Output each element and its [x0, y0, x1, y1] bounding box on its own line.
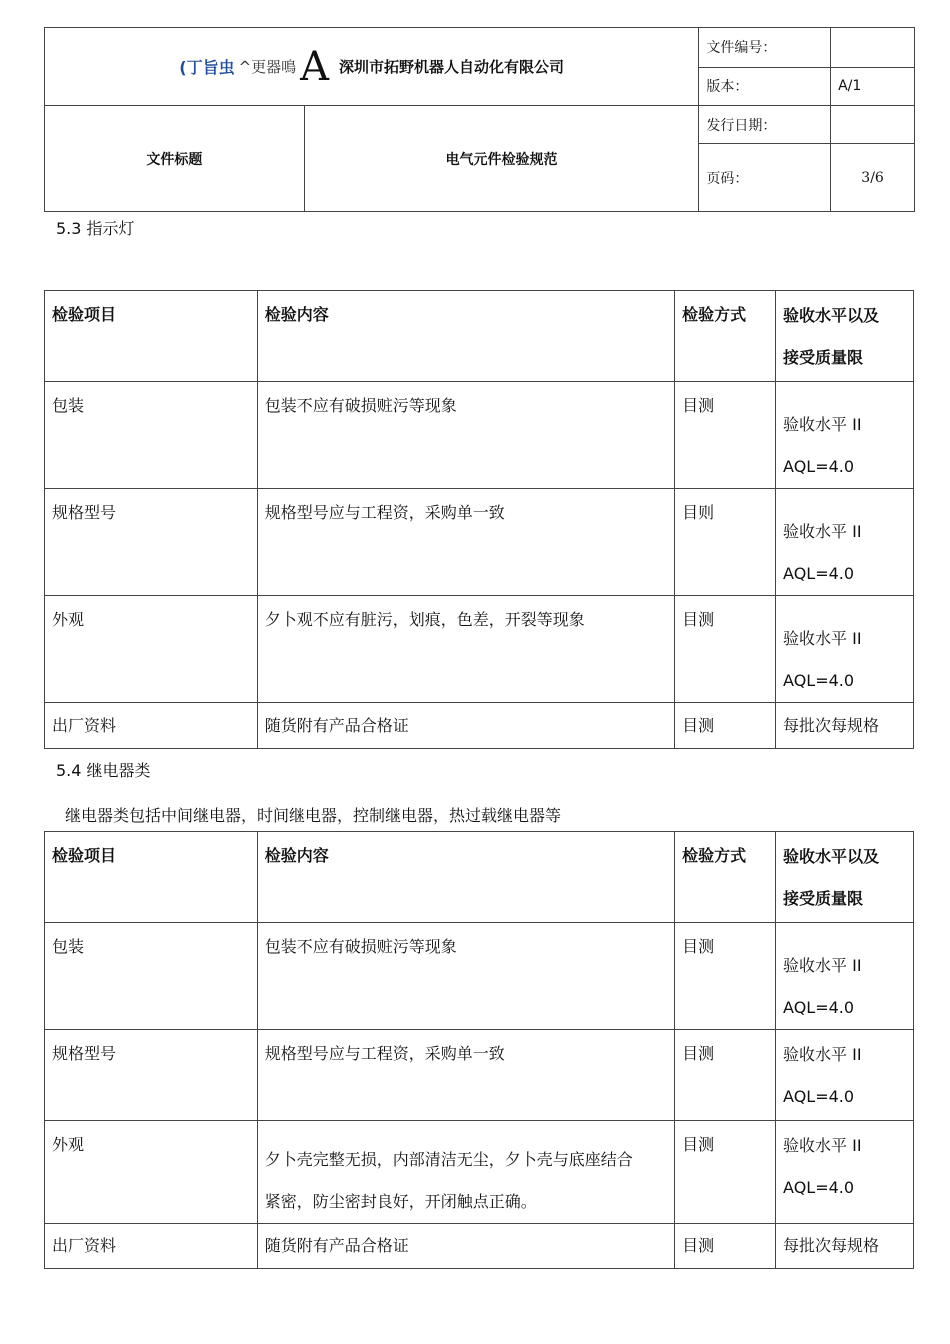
issue-date-label: 发行日期： [699, 106, 831, 144]
cell-method: 目测 [675, 1121, 776, 1224]
aql-value: AQL=4.0 [783, 671, 855, 690]
col-header-aql-line2: 接受质量限 [783, 889, 864, 908]
cell-method: 目测 [675, 1030, 776, 1121]
aql-value: AQL=4.0 [783, 1087, 855, 1106]
cell-item: 规格型号 [45, 489, 258, 596]
col-header-aql-line1: 验收水平以及 [783, 847, 880, 866]
table-row [45, 923, 914, 1030]
cell-content-line1: 夕卜壳完整无损，内部清洁无尘，夕卜壳与底座结合 [264, 1150, 633, 1169]
cell-content: 规格型号应与工程资，采购单一致 [257, 489, 674, 596]
cell-item: 外观 [45, 596, 258, 703]
col-header-aql-line2: 接受质量限 [783, 348, 864, 367]
cell-aql [776, 489, 914, 596]
version-value: A/1 [831, 67, 915, 106]
aql-level: 验收水平 II [783, 956, 862, 975]
cell-content-line2: 紧密，防尘密封良好，开闭触点正确。 [264, 1192, 537, 1211]
cell-content: 包装不应有破损赃污等现象 [257, 382, 674, 489]
aql-value: AQL=4.0 [783, 457, 855, 476]
cell-method: 目测 [675, 923, 776, 1030]
col-header-aql [776, 832, 914, 923]
cell-method: 目测 [675, 596, 776, 703]
cell-method: 目则 [675, 489, 776, 596]
col-header-content: 检验内容 [257, 291, 674, 382]
cell-content: 随货附有产品合格证 [257, 1224, 674, 1269]
page-label: 页码： [699, 144, 831, 212]
cell-item: 包装 [45, 382, 258, 489]
cell-item: 出厂资料 [45, 703, 258, 749]
aql-level: 验收水平 II [783, 1045, 862, 1064]
document-header [44, 27, 915, 212]
cell-content: 包装不应有破损赃污等现象 [257, 923, 674, 1030]
section-note-relay: 继电器类包括中间继电器，时间继电器，控制继电器，热过载继电器等 [65, 806, 562, 825]
cell-aql [776, 1030, 914, 1121]
doc-title: 电气元件检验规范 [304, 106, 699, 212]
col-header-item: 检验项目 [45, 291, 258, 382]
table-row [45, 1121, 914, 1224]
col-header-method: 检验方式 [675, 832, 776, 923]
cell-aql: 每批次每规格 [776, 1224, 914, 1269]
col-header-item: 检验项目 [45, 832, 258, 923]
aql-value: AQL=4.0 [783, 564, 855, 583]
table-row [45, 489, 914, 596]
aql-level: 验收水平 II [783, 522, 862, 541]
col-header-content: 检验内容 [257, 832, 674, 923]
cell-content [257, 1121, 674, 1224]
cell-content: 规格型号应与工程资，采购单一致 [257, 1030, 674, 1121]
cell-aql [776, 1121, 914, 1224]
cell-aql [776, 923, 914, 1030]
table-row [45, 596, 914, 703]
page-number: 3/6 [831, 144, 915, 212]
logo-text-blue: (丁旨虫 [179, 58, 235, 77]
cell-item: 规格型号 [45, 1030, 258, 1121]
cell-aql [776, 382, 914, 489]
version-label: 版本： [699, 67, 831, 106]
cell-item: 包装 [45, 923, 258, 1030]
table-row [45, 382, 914, 489]
logo-text-grey: ^更器鳴 [238, 58, 297, 76]
table-row [45, 1224, 914, 1269]
doc-title-label: 文件标题 [45, 106, 305, 212]
inspection-table-indicator-light [44, 290, 914, 749]
cell-method: 目测 [675, 382, 776, 489]
cell-method: 目测 [675, 703, 776, 749]
aql-level: 验收水平 II [783, 415, 862, 434]
inspection-table-relay [44, 831, 914, 1269]
col-header-aql-line1: 验收水平以及 [783, 306, 880, 325]
section-heading-indicator-light: 5.3 指示灯 [56, 219, 135, 238]
aql-value: AQL=4.0 [783, 1178, 855, 1197]
cell-method: 目测 [675, 1224, 776, 1269]
aql-value: AQL=4.0 [783, 998, 855, 1017]
cell-aql: 每批次每规格 [776, 703, 914, 749]
company-name: 深圳市拓野机器人自动化有限公司 [339, 58, 565, 76]
section-heading-relay: 5.4 继电器类 [56, 761, 151, 780]
col-header-aql [776, 291, 914, 382]
company-logo-cell [45, 28, 699, 106]
cell-content: 随货附有产品合格证 [257, 703, 674, 749]
cell-item: 出厂资料 [45, 1224, 258, 1269]
issue-date-value [831, 106, 915, 144]
company-logo [179, 43, 565, 90]
table-row [45, 1030, 914, 1121]
cell-content: 夕卜观不应有脏污，划痕，色差，开裂等现象 [257, 596, 674, 703]
cell-aql [776, 596, 914, 703]
doc-no-label: 文件编号： [699, 28, 831, 68]
aql-level: 验收水平 II [783, 1136, 862, 1155]
col-header-method: 检验方式 [675, 291, 776, 382]
doc-no-value [831, 28, 915, 68]
logo-letter: A [300, 43, 330, 90]
aql-level: 验收水平 II [783, 629, 862, 648]
table-row [45, 703, 914, 749]
cell-item: 外观 [45, 1121, 258, 1224]
